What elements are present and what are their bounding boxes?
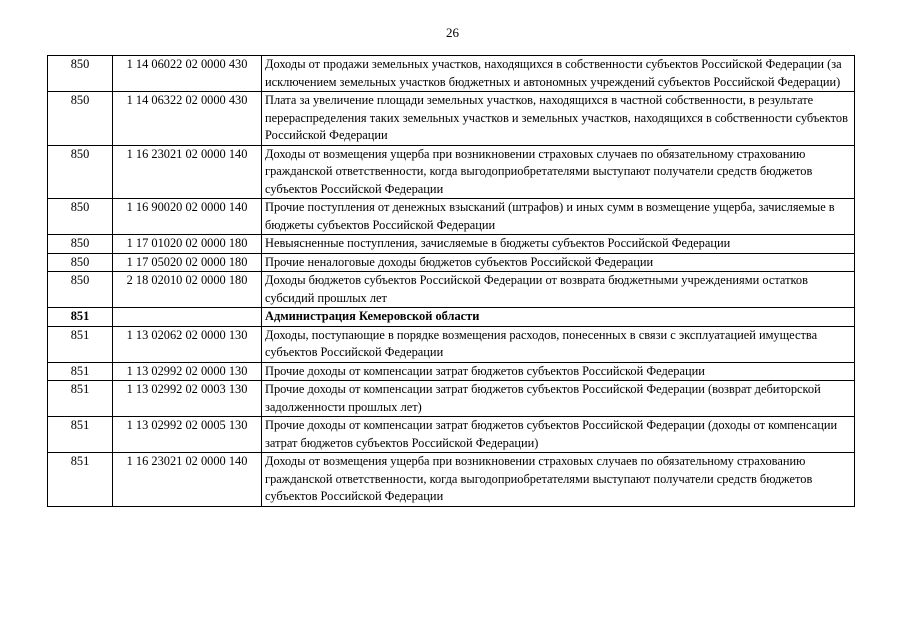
income-name-cell: Доходы бюджетов субъектов Российской Федерации от возврата бюджетными учреждениями остатков субсидий прошлых лет (262, 272, 855, 308)
admin-code-cell: 850 (48, 199, 113, 235)
income-name-cell: Администрация Кемеровской области (262, 308, 855, 327)
admin-code-cell: 851 (48, 417, 113, 453)
income-name-cell: Прочие неналоговые доходы бюджетов субъектов Российской Федерации (262, 253, 855, 272)
table-row (48, 253, 855, 272)
budget-code-cell: 2 18 02010 02 0000 180 (113, 272, 262, 308)
income-name-cell: Доходы, поступающие в порядке возмещения расходов, понесенных в связи с эксплуатацией имущества субъектов Российской Федерации (262, 326, 855, 362)
budget-code-cell: 1 14 06022 02 0000 430 (113, 56, 262, 92)
table-row (48, 92, 855, 146)
table-row (48, 235, 855, 254)
admin-code-cell: 850 (48, 272, 113, 308)
income-name-cell: Доходы от возмещения ущерба при возникновении страховых случаев по обязательному страхованию гражданской ответственности, когда выгодоприобретателями выступают получатели средств бюджетов субъектов Российской Федерации (262, 453, 855, 507)
budget-code-cell: 1 13 02992 02 0003 130 (113, 381, 262, 417)
income-name-cell: Плата за увеличение площади земельных участков, находящихся в частной собственности, в результате перераспределения таких земельных участков и земельных участков, находящихся в собственности субъектов Российской Федерации (262, 92, 855, 146)
page-number: 26 (446, 25, 459, 40)
admin-code-cell: 850 (48, 253, 113, 272)
table-row (48, 308, 855, 327)
admin-code-cell: 850 (48, 92, 113, 146)
budget-code-cell: 1 17 01020 02 0000 180 (113, 235, 262, 254)
table-row (48, 326, 855, 362)
budget-code-cell: 1 13 02062 02 0000 130 (113, 326, 262, 362)
admin-code-cell: 850 (48, 56, 113, 92)
table-row (48, 417, 855, 453)
budget-code-cell: 1 17 05020 02 0000 180 (113, 253, 262, 272)
budget-code-cell: 1 16 23021 02 0000 140 (113, 145, 262, 199)
table-body (48, 56, 855, 507)
table-row (48, 362, 855, 381)
admin-code-cell: 850 (48, 145, 113, 199)
table-row (48, 381, 855, 417)
admin-code-cell: 851 (48, 326, 113, 362)
income-name-cell: Прочие доходы от компенсации затрат бюджетов субъектов Российской Федерации (доходы от компенсации затрат бюджетов субъектов Российской Федерации) (262, 417, 855, 453)
revenue-codes-table (47, 55, 855, 507)
income-name-cell: Прочие поступления от денежных взысканий (штрафов) и иных сумм в возмещение ущерба, зачисляемые в бюджеты субъектов Российской Федерации (262, 199, 855, 235)
admin-code-cell: 851 (48, 308, 113, 327)
table-row (48, 199, 855, 235)
budget-code-cell: 1 16 23021 02 0000 140 (113, 453, 262, 507)
income-name-cell: Доходы от продажи земельных участков, находящихся в собственности субъектов Российской Федерации (за исключением земельных участков бюджетных и автономных учреждений субъектов Российской Федерации) (262, 56, 855, 92)
budget-code-cell: 1 13 02992 02 0000 130 (113, 362, 262, 381)
table-row (48, 56, 855, 92)
table-row (48, 272, 855, 308)
admin-code-cell: 851 (48, 453, 113, 507)
budget-code-cell: 1 13 02992 02 0005 130 (113, 417, 262, 453)
budget-code-cell: 1 16 90020 02 0000 140 (113, 199, 262, 235)
budget-code-cell (113, 308, 262, 327)
admin-code-cell: 851 (48, 362, 113, 381)
admin-code-cell: 850 (48, 235, 113, 254)
admin-code-cell: 851 (48, 381, 113, 417)
table-row (48, 453, 855, 507)
income-name-cell: Доходы от возмещения ущерба при возникновении страховых случаев по обязательному страхованию гражданской ответственности, когда выгодоприобретателями выступают получатели средств бюджетов субъектов Российской Федерации (262, 145, 855, 199)
income-name-cell: Невыясненные поступления, зачисляемые в бюджеты субъектов Российской Федерации (262, 235, 855, 254)
budget-code-cell: 1 14 06322 02 0000 430 (113, 92, 262, 146)
income-name-cell: Прочие доходы от компенсации затрат бюджетов субъектов Российской Федерации (возврат дебиторской задолженности прошлых лет) (262, 381, 855, 417)
table-row (48, 145, 855, 199)
income-name-cell: Прочие доходы от компенсации затрат бюджетов субъектов Российской Федерации (262, 362, 855, 381)
